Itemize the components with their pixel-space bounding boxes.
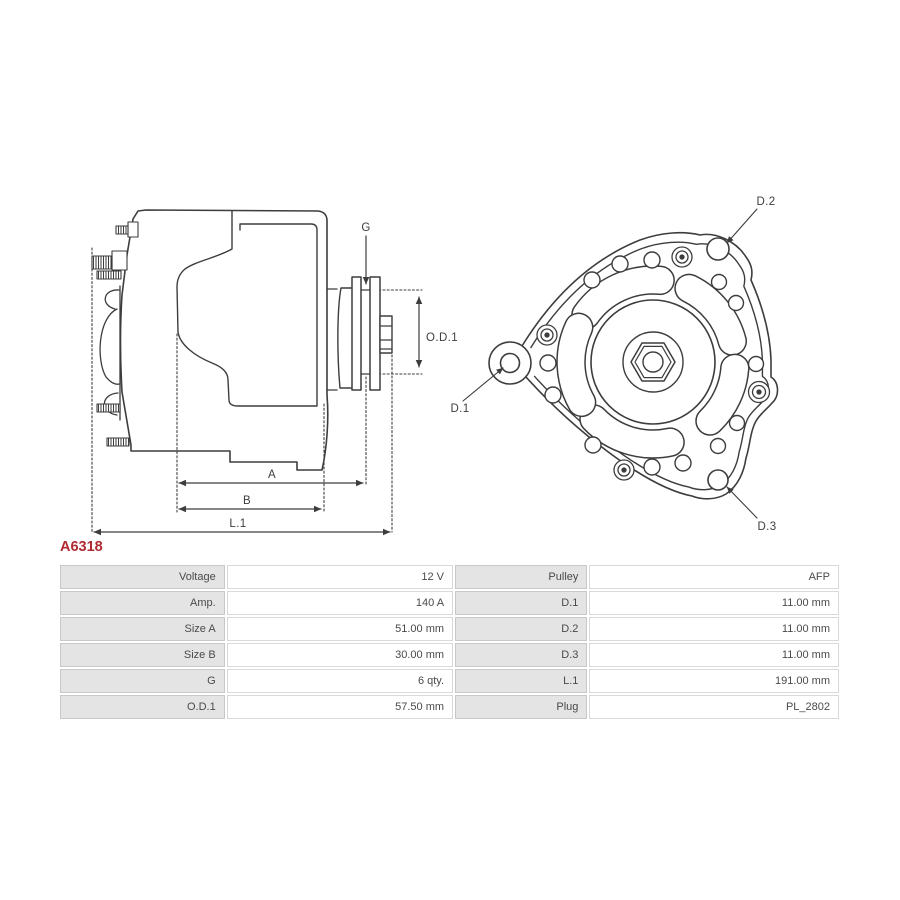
leader-d1 bbox=[463, 368, 503, 401]
label-d2: D.2 bbox=[756, 196, 776, 208]
spec-label: D.3 bbox=[455, 643, 587, 667]
part-number: A6318 bbox=[60, 539, 103, 555]
dim-label-l1: L.1 bbox=[229, 518, 247, 530]
dim-label-b: B bbox=[242, 495, 252, 507]
spec-label: Size B bbox=[60, 643, 225, 667]
spec-label: Pulley bbox=[455, 565, 587, 589]
spec-value: 12 V bbox=[227, 565, 453, 589]
spec-value: 11.00 mm bbox=[589, 643, 839, 667]
spec-label: Plug bbox=[455, 695, 587, 719]
spec-label: Voltage bbox=[60, 565, 225, 589]
side-view bbox=[92, 210, 422, 532]
dim-label-g: G bbox=[361, 222, 371, 234]
hole-d3 bbox=[708, 470, 728, 490]
leader-d3 bbox=[727, 487, 757, 518]
leader-d2 bbox=[727, 209, 757, 243]
spec-value: 30.00 mm bbox=[227, 643, 453, 667]
spec-value: 6 qty. bbox=[227, 669, 453, 693]
spec-label: Amp. bbox=[60, 591, 225, 615]
spec-value: 11.00 mm bbox=[589, 617, 839, 641]
spec-row bbox=[60, 695, 839, 719]
spec-row bbox=[60, 669, 839, 693]
dim-label-od1: O.D.1 bbox=[426, 332, 459, 344]
spec-label: L.1 bbox=[455, 669, 587, 693]
label-d3: D.3 bbox=[757, 521, 777, 533]
hole-d2 bbox=[707, 238, 729, 260]
spec-row bbox=[60, 565, 839, 589]
spec-value: 57.50 mm bbox=[227, 695, 453, 719]
spec-label: O.D.1 bbox=[60, 695, 225, 719]
spec-value: AFP bbox=[589, 565, 839, 589]
spec-value: 51.00 mm bbox=[227, 617, 453, 641]
spec-row bbox=[60, 591, 839, 615]
spec-value: 191.00 mm bbox=[589, 669, 839, 693]
spec-label: Size A bbox=[60, 617, 225, 641]
spec-row bbox=[60, 643, 839, 667]
spec-table bbox=[58, 563, 841, 721]
spec-value: 140 A bbox=[227, 591, 453, 615]
label-d1: D.1 bbox=[450, 403, 470, 415]
spec-label: G bbox=[60, 669, 225, 693]
front-view bbox=[463, 209, 778, 518]
spec-value: 11.00 mm bbox=[589, 591, 839, 615]
spec-row bbox=[60, 617, 839, 641]
dim-label-a: A bbox=[267, 469, 277, 481]
spec-label: D.1 bbox=[455, 591, 587, 615]
spec-label: D.2 bbox=[455, 617, 587, 641]
spec-value: PL_2802 bbox=[589, 695, 839, 719]
